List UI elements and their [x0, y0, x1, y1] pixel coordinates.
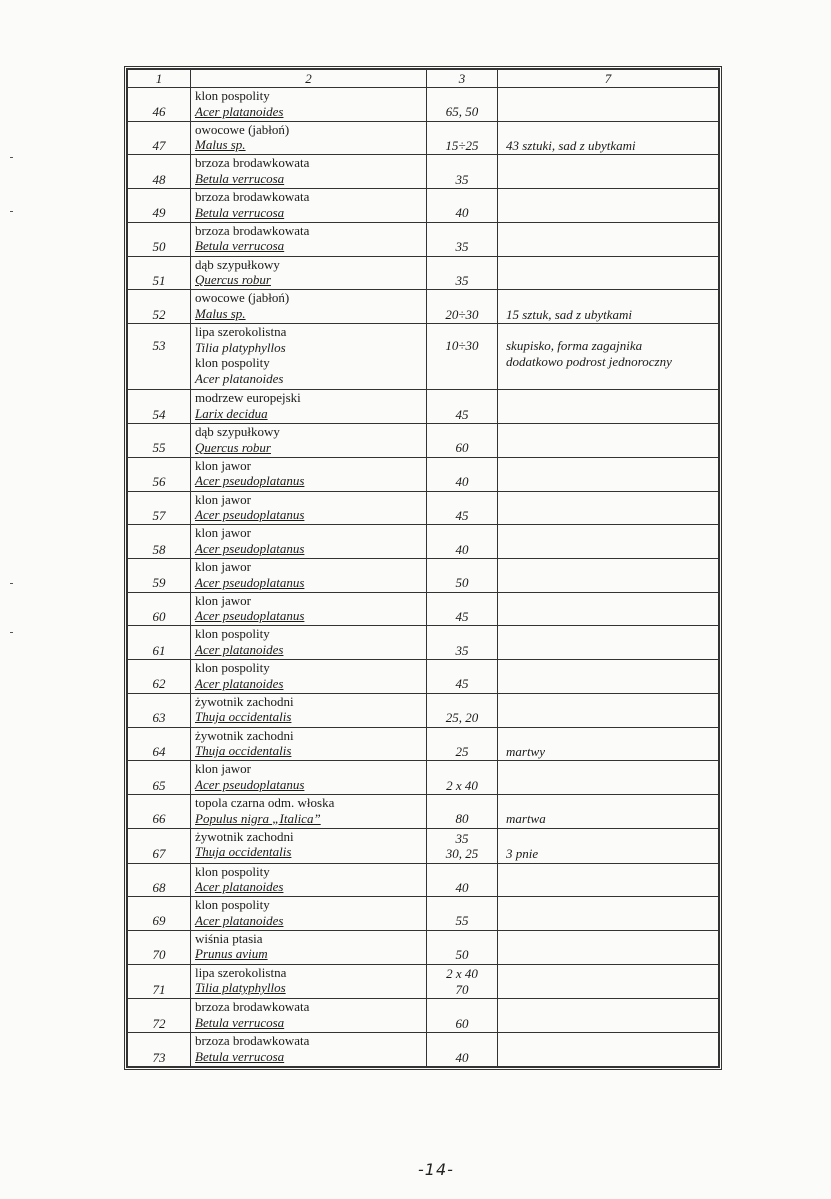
species-cell — [191, 660, 427, 694]
trunk-dimension-cell — [427, 290, 498, 324]
trunk-dimension: 30, 25 — [445, 846, 479, 862]
row-number: 65 — [128, 761, 191, 795]
trunk-dimension: 50 — [455, 575, 469, 591]
trunk-dimension: 35 — [455, 171, 469, 187]
trunk-dimension: 2 x 40 — [446, 966, 478, 982]
header-col-2: 2 — [191, 70, 427, 88]
remarks-cell — [498, 222, 719, 256]
species-cell — [191, 727, 427, 761]
trunk-dimension: 40 — [455, 541, 469, 557]
trunk-dimension: 55 — [455, 913, 469, 929]
row-number: 69 — [128, 897, 191, 931]
table-row — [128, 324, 719, 390]
remarks-cell — [498, 290, 719, 324]
scan-mark — [10, 583, 13, 584]
row-number: 55 — [128, 424, 191, 458]
species-polish-name: klon jawor — [195, 491, 251, 507]
trunk-dimension-cell — [427, 424, 498, 458]
trunk-dimension: 2 x 40 — [446, 777, 478, 793]
species-latin-name: Acer platanoides — [195, 641, 284, 657]
trunk-dimension: 25, 20 — [445, 710, 479, 726]
trunk-dimension: 35 — [455, 272, 469, 288]
trunk-dimension-cell — [427, 390, 498, 424]
trunk-dimension: 45 — [455, 676, 469, 692]
trunk-dimension-cell — [427, 660, 498, 694]
species-latin-name: Acer platanoides — [195, 675, 284, 691]
scan-mark — [10, 211, 13, 212]
row-number: 61 — [128, 626, 191, 660]
row-number: 53 — [128, 324, 191, 390]
species-latin-name: Tilia platyphyllos — [195, 980, 286, 996]
remarks-cell — [498, 626, 719, 660]
remark-text: martwa — [506, 811, 546, 827]
remark-text: 15 sztuk, sad z ubytkami — [506, 306, 633, 322]
row-number: 67 — [128, 828, 191, 863]
row-number: 72 — [128, 999, 191, 1033]
table-row — [128, 761, 719, 795]
species-latin-name: Populus nigra „Italica” — [195, 810, 321, 826]
remarks-cell — [498, 491, 719, 525]
remarks-cell — [498, 727, 719, 761]
trunk-dimension: 35 — [455, 830, 469, 846]
trunk-dimension: 45 — [455, 507, 469, 523]
row-number: 52 — [128, 290, 191, 324]
row-number: 60 — [128, 592, 191, 626]
trunk-dimension-cell — [427, 256, 498, 290]
remarks-cell — [498, 457, 719, 491]
remark-text: skupisko, forma zagajnika — [506, 338, 643, 354]
table-row — [128, 457, 719, 491]
remarks-cell — [498, 761, 719, 795]
species-latin-name: Thuja occidentalis — [195, 844, 292, 860]
trunk-dimension-cell — [427, 457, 498, 491]
species-latin-name: Betula verrucosa — [195, 238, 285, 254]
table-row — [128, 88, 719, 122]
table-row — [128, 727, 719, 761]
row-number: 66 — [128, 795, 191, 829]
species-latin-name: Larix decidua — [195, 405, 268, 421]
species-polish-name: brzoza brodawkowata — [195, 1033, 310, 1049]
table-row — [128, 525, 719, 559]
species-polish-name: modrzew europejski — [195, 390, 301, 406]
trunk-dimension: 50 — [455, 947, 469, 963]
trunk-dimension-cell — [427, 1033, 498, 1067]
page-number: -14- — [418, 1160, 454, 1179]
species-latin-name: Acer pseudoplatanus — [195, 473, 305, 489]
table-row — [128, 828, 719, 863]
species-polish-name: klon pospolity — [195, 355, 270, 371]
species-latin-name: Acer platanoides — [195, 879, 284, 895]
species-latin-name: Betula verrucosa — [195, 170, 285, 186]
table-row — [128, 863, 719, 897]
trunk-dimension-cell — [427, 155, 498, 189]
species-cell — [191, 155, 427, 189]
remarks-cell — [498, 999, 719, 1033]
remarks-cell — [498, 88, 719, 122]
species-polish-name: klon pospolity — [195, 660, 270, 676]
species-polish-name: żywotnik zachodni — [195, 693, 294, 709]
trunk-dimension-cell — [427, 693, 498, 727]
species-latin-name: Prunus avium — [195, 946, 268, 962]
species-cell — [191, 592, 427, 626]
species-cell — [191, 88, 427, 122]
species-latin-name: Thuja occidentalis — [195, 709, 292, 725]
trunk-dimension: 80 — [455, 811, 469, 827]
trunk-dimension-cell — [427, 828, 498, 863]
species-polish-name: brzoza brodawkowata — [195, 189, 310, 205]
table-row — [128, 222, 719, 256]
remarks-cell — [498, 660, 719, 694]
trunk-dimension-cell — [427, 999, 498, 1033]
trunk-dimension-cell — [427, 795, 498, 829]
trunk-dimension: 60 — [455, 1015, 469, 1031]
table-row — [128, 795, 719, 829]
species-cell — [191, 863, 427, 897]
row-number: 70 — [128, 930, 191, 964]
row-number: 64 — [128, 727, 191, 761]
row-number: 47 — [128, 121, 191, 155]
remarks-cell — [498, 897, 719, 931]
remarks-cell — [498, 693, 719, 727]
trunk-dimension: 15÷25 — [445, 137, 479, 153]
species-polish-name: klon pospolity — [195, 88, 270, 103]
species-latin-name: Acer pseudoplatanus — [195, 608, 305, 624]
remarks-cell — [498, 424, 719, 458]
row-number: 63 — [128, 693, 191, 727]
species-latin-name: Betula verrucosa — [195, 204, 285, 220]
species-polish-name: brzoza brodawkowata — [195, 155, 310, 171]
trunk-dimension: 45 — [455, 608, 469, 624]
remarks-cell — [498, 155, 719, 189]
species-polish-name: klon jawor — [195, 525, 251, 541]
remarks-cell — [498, 795, 719, 829]
species-polish-name: klon jawor — [195, 559, 251, 575]
header-col-1: 1 — [128, 70, 191, 88]
trunk-dimension: 40 — [455, 474, 469, 490]
species-latin-name: Tilia platyphyllos — [195, 339, 286, 355]
remarks-cell — [498, 828, 719, 863]
table-row — [128, 999, 719, 1033]
species-polish-name: żywotnik zachodni — [195, 727, 294, 743]
species-cell — [191, 457, 427, 491]
species-latin-name: Acer platanoides — [195, 912, 284, 928]
remarks-cell — [498, 930, 719, 964]
trunk-dimension: 20÷30 — [445, 306, 479, 322]
table-row — [128, 424, 719, 458]
remarks-cell — [498, 1033, 719, 1067]
table-row — [128, 155, 719, 189]
species-polish-name: żywotnik zachodni — [195, 828, 294, 844]
species-latin-name: Acer pseudoplatanus — [195, 540, 305, 556]
species-polish-name: topola czarna odm. włoska — [195, 795, 335, 811]
table-row — [128, 660, 719, 694]
row-number: 71 — [128, 964, 191, 999]
species-polish-name: wiśnia ptasia — [195, 930, 263, 946]
species-cell — [191, 795, 427, 829]
scan-mark — [10, 632, 13, 633]
trunk-dimension: 65, 50 — [445, 104, 479, 120]
remarks-cell — [498, 592, 719, 626]
species-cell — [191, 693, 427, 727]
table-row — [128, 964, 719, 999]
remarks-cell — [498, 189, 719, 223]
species-latin-name: Acer pseudoplatanus — [195, 507, 305, 523]
trunk-dimension: 10÷30 — [445, 338, 479, 354]
trunk-dimension: 70 — [455, 981, 469, 997]
trunk-dimension-cell — [427, 121, 498, 155]
species-polish-name: lipa szerokolistna — [195, 324, 287, 340]
trunk-dimension-cell — [427, 491, 498, 525]
species-latin-name: Betula verrucosa — [195, 1048, 285, 1064]
species-polish-name: klon jawor — [195, 761, 251, 777]
trunk-dimension-cell — [427, 592, 498, 626]
trunk-dimension-cell — [427, 727, 498, 761]
species-cell — [191, 189, 427, 223]
trunk-dimension-cell — [427, 525, 498, 559]
species-polish-name: klon pospolity — [195, 897, 270, 913]
species-latin-name: Quercus robur — [195, 439, 271, 455]
trunk-dimension: 40 — [455, 1049, 469, 1065]
species-polish-name: klon jawor — [195, 592, 251, 608]
species-cell — [191, 324, 427, 390]
species-latin-name: Acer platanoides — [195, 103, 284, 119]
species-cell — [191, 424, 427, 458]
table-row — [128, 559, 719, 593]
trunk-dimension-cell — [427, 964, 498, 999]
species-latin-name: Betula verrucosa — [195, 1014, 285, 1030]
tree-inventory-table — [127, 69, 719, 1067]
species-latin-name: Acer pseudoplatanus — [195, 574, 305, 590]
trunk-dimension: 25 — [455, 743, 469, 759]
trunk-dimension: 40 — [455, 205, 469, 221]
species-latin-name: Malus sp. — [195, 305, 246, 321]
species-polish-name: klon jawor — [195, 457, 251, 473]
remarks-cell — [498, 863, 719, 897]
species-cell — [191, 222, 427, 256]
remarks-cell — [498, 390, 719, 424]
header-col-3: 3 — [427, 70, 498, 88]
species-polish-name: lipa szerokolistna — [195, 964, 287, 980]
species-cell — [191, 559, 427, 593]
table-row — [128, 626, 719, 660]
species-cell — [191, 999, 427, 1033]
species-cell — [191, 256, 427, 290]
species-polish-name: owocowe (jabłoń) — [195, 290, 290, 306]
trunk-dimension-cell — [427, 88, 498, 122]
species-polish-name: klon pospolity — [195, 863, 270, 879]
species-cell — [191, 964, 427, 999]
species-cell — [191, 121, 427, 155]
species-cell — [191, 626, 427, 660]
species-cell — [191, 1033, 427, 1067]
remark-text: 3 pnie — [506, 846, 539, 862]
species-polish-name: klon pospolity — [195, 626, 270, 642]
row-number: 49 — [128, 189, 191, 223]
header-col-7: 7 — [498, 70, 719, 88]
trunk-dimension: 35 — [455, 642, 469, 658]
table-body — [128, 88, 719, 1067]
species-polish-name: dąb szypułkowy — [195, 424, 280, 440]
species-latin-name: Malus sp. — [195, 137, 246, 153]
trunk-dimension-cell — [427, 626, 498, 660]
species-cell — [191, 828, 427, 863]
species-cell — [191, 491, 427, 525]
table-row — [128, 592, 719, 626]
trunk-dimension-cell — [427, 761, 498, 795]
species-cell — [191, 525, 427, 559]
table-row — [128, 930, 719, 964]
species-latin-name: Acer platanoides — [195, 370, 284, 386]
remark-text: martwy — [506, 743, 545, 759]
remarks-cell — [498, 525, 719, 559]
species-cell — [191, 897, 427, 931]
species-cell — [191, 290, 427, 324]
remark-text: 43 sztuki, sad z ubytkami — [506, 137, 636, 153]
species-polish-name: brzoza brodawkowata — [195, 999, 310, 1015]
trunk-dimension: 35 — [455, 239, 469, 255]
row-number: 57 — [128, 491, 191, 525]
row-number: 56 — [128, 457, 191, 491]
trunk-dimension: 40 — [455, 879, 469, 895]
table-row — [128, 290, 719, 324]
scan-mark — [10, 157, 13, 158]
row-number: 54 — [128, 390, 191, 424]
remarks-cell — [498, 964, 719, 999]
species-polish-name: owocowe (jabłoń) — [195, 121, 290, 137]
remarks-cell — [498, 256, 719, 290]
row-number: 50 — [128, 222, 191, 256]
inventory-table-frame — [124, 66, 722, 1070]
table-row — [128, 491, 719, 525]
trunk-dimension-cell — [427, 863, 498, 897]
table-row — [128, 693, 719, 727]
table-row — [128, 189, 719, 223]
remarks-cell — [498, 324, 719, 390]
remark-text: dodatkowo podrost jednoroczny — [506, 353, 672, 369]
species-cell — [191, 761, 427, 795]
row-number: 62 — [128, 660, 191, 694]
species-polish-name: brzoza brodawkowata — [195, 222, 310, 238]
species-latin-name: Acer pseudoplatanus — [195, 776, 305, 792]
trunk-dimension-cell — [427, 189, 498, 223]
species-polish-name: dąb szypułkowy — [195, 256, 280, 272]
row-number: 58 — [128, 525, 191, 559]
trunk-dimension-cell — [427, 324, 498, 390]
header-row — [128, 70, 719, 88]
table-row — [128, 1033, 719, 1067]
trunk-dimension-cell — [427, 930, 498, 964]
table-row — [128, 121, 719, 155]
table-row — [128, 390, 719, 424]
table-row — [128, 256, 719, 290]
remarks-cell — [498, 121, 719, 155]
trunk-dimension: 45 — [455, 406, 469, 422]
table-row — [128, 897, 719, 931]
remarks-cell — [498, 559, 719, 593]
trunk-dimension-cell — [427, 222, 498, 256]
trunk-dimension-cell — [427, 559, 498, 593]
row-number: 68 — [128, 863, 191, 897]
species-latin-name: Thuja occidentalis — [195, 743, 292, 759]
species-latin-name: Quercus robur — [195, 272, 271, 288]
trunk-dimension: 60 — [455, 440, 469, 456]
row-number: 73 — [128, 1033, 191, 1067]
row-number: 51 — [128, 256, 191, 290]
species-cell — [191, 930, 427, 964]
row-number: 46 — [128, 88, 191, 122]
row-number: 48 — [128, 155, 191, 189]
species-cell — [191, 390, 427, 424]
trunk-dimension-cell — [427, 897, 498, 931]
row-number: 59 — [128, 559, 191, 593]
